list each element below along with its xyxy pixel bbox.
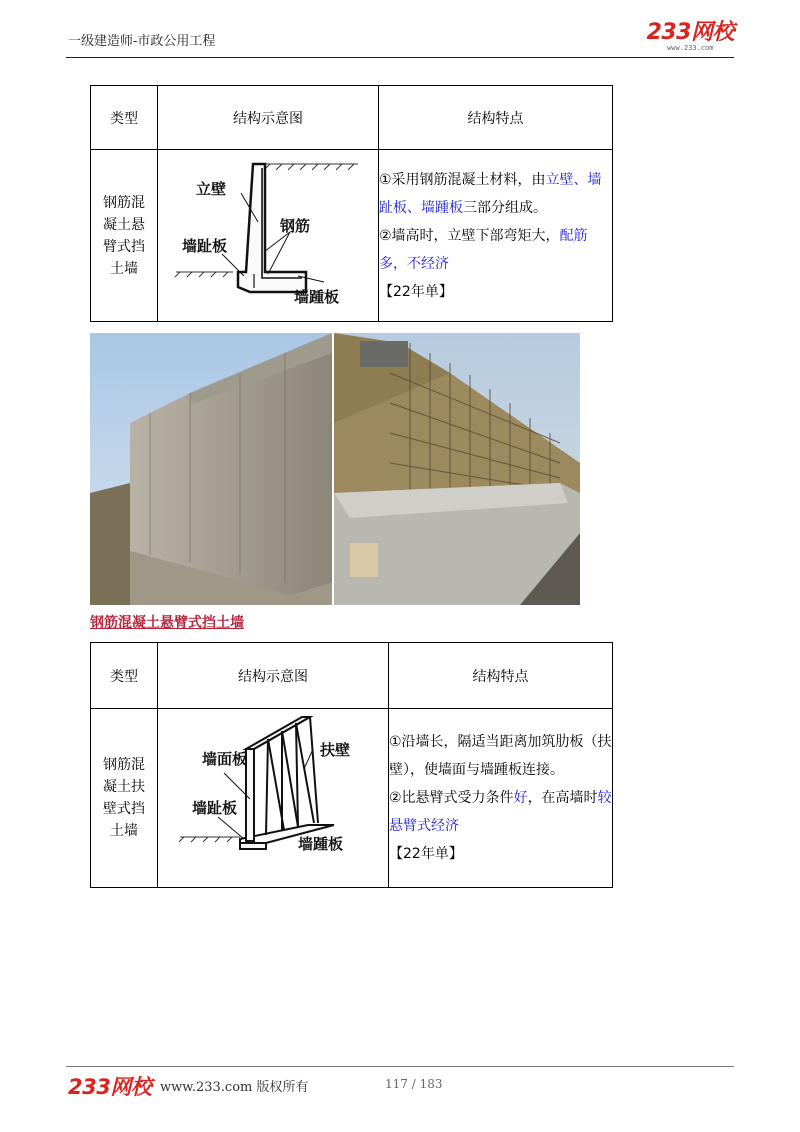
- feature-text: 【22年单】: [379, 283, 453, 300]
- feature-text: 三部分组成。: [463, 199, 547, 216]
- label-face-wall: 墙面板: [202, 750, 248, 768]
- brand-logo-text: 233网校: [646, 20, 734, 45]
- diagram-cell: [158, 709, 389, 888]
- page-number: 117 / 183: [385, 1077, 443, 1091]
- type-line: 壁式挡: [103, 801, 145, 817]
- feature-paragraph: [379, 222, 612, 278]
- feature-text: ①采用钢筋混凝土材料，由: [379, 171, 546, 188]
- type-line: 臂式挡: [103, 238, 145, 255]
- feature-highlight: 配筋多，不经济: [379, 227, 588, 272]
- type-line: 钢筋混: [103, 194, 145, 211]
- header-type: 类型: [91, 643, 158, 709]
- feature-text: 【22年单】: [389, 846, 463, 862]
- photo-cantilever-wall-construction: [334, 333, 580, 605]
- photo-caption: 钢筋混凝土悬臂式挡土墙: [90, 615, 244, 631]
- header-diagram: 结构示意图: [158, 86, 379, 150]
- label-heel-slab: 墙踵板: [294, 288, 340, 306]
- features-cell: [379, 150, 613, 322]
- footer-logo[interactable]: 233网校: [68, 1075, 152, 1099]
- type-line: 土墙: [110, 260, 138, 277]
- cantilever-wall-diagram: [158, 150, 379, 317]
- features-cell: [389, 709, 613, 888]
- type-line: 钢筋混: [103, 757, 145, 773]
- counterfort-wall-table: [90, 642, 613, 888]
- label-toe-slab: 墙趾板: [192, 799, 238, 817]
- cantilever-wall-table: [90, 85, 613, 322]
- type-line: 凝土扶: [103, 779, 145, 795]
- feature-highlight: 好: [513, 790, 528, 806]
- feature-text: ②墙高时，立壁下部弯矩大，: [379, 227, 560, 244]
- label-rebar: 钢筋: [280, 217, 311, 235]
- feature-highlight: 立壁、墙趾板、墙踵板: [379, 171, 602, 216]
- retaining-wall-photos: [90, 333, 580, 605]
- footer-rule: [66, 1066, 734, 1067]
- feature-list: [379, 166, 612, 306]
- brand-logo-url: www.233.com: [667, 44, 714, 52]
- label-upright-wall: 立壁: [196, 180, 227, 198]
- header-diagram: 结构示意图: [158, 643, 389, 709]
- type-line: 土墙: [110, 823, 138, 839]
- header-type: 类型: [91, 86, 158, 150]
- header-rule: [66, 57, 734, 58]
- header-features: 结构特点: [389, 643, 613, 709]
- label-counterfort: 扶壁: [320, 741, 351, 759]
- footer-site[interactable]: www.233.com 版权所有: [160, 1080, 309, 1095]
- feature-paragraph: [389, 784, 612, 840]
- document-header-title: 一级建造师-市政公用工程: [68, 34, 216, 49]
- feature-paragraph: [389, 840, 612, 868]
- diagram-cell: [158, 150, 379, 322]
- feature-list: [389, 728, 612, 868]
- feature-text: ，在高墙时: [527, 790, 598, 806]
- feature-text: ①沿墙长，隔适当距离加筑肋板（扶壁），使墙面与墙踵板连接。: [389, 734, 612, 778]
- photo-cantilever-wall-finished: [90, 333, 332, 605]
- counterfort-wall-diagram: [158, 709, 389, 883]
- feature-highlight: 较悬臂式经济: [389, 790, 612, 834]
- label-toe-slab: 墙趾板: [182, 237, 228, 255]
- brand-logo[interactable]: [647, 22, 734, 52]
- label-heel-slab: 墙踵板: [298, 835, 344, 853]
- feature-text: ②比悬臂式受力条件: [389, 790, 514, 806]
- type-cell: [91, 150, 158, 322]
- type-cell: [91, 709, 158, 888]
- feature-paragraph: [389, 728, 612, 784]
- type-line: 凝土悬: [103, 216, 145, 233]
- header-features: 结构特点: [379, 86, 613, 150]
- feature-paragraph: [379, 166, 612, 222]
- feature-paragraph: [379, 278, 612, 306]
